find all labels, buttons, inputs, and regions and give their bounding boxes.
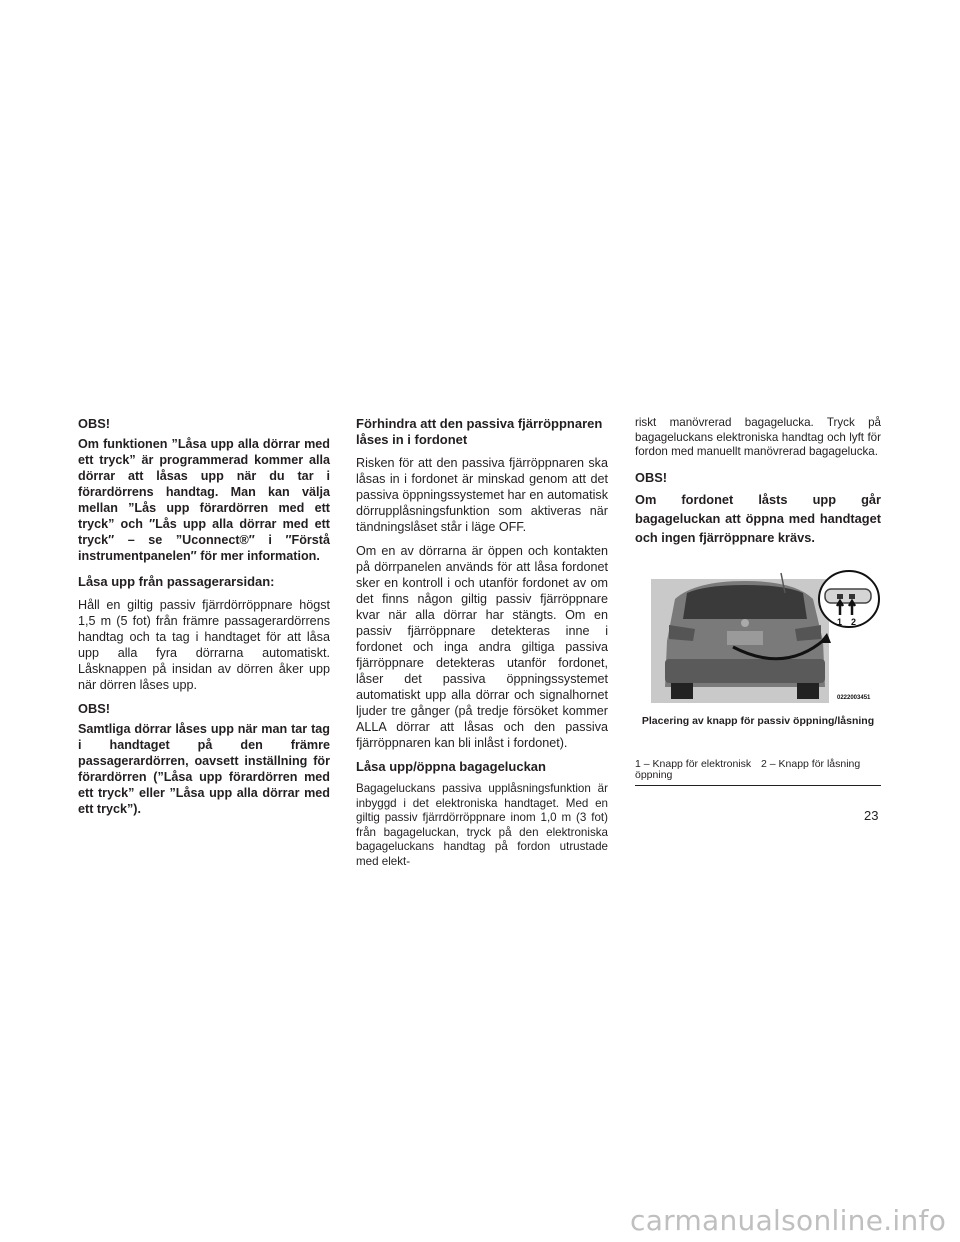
unlock-button-shape	[837, 594, 843, 599]
page-number: 23	[864, 808, 879, 823]
paragraph-passenger: Håll en giltig passiv fjärrdörröppnare högst 1,5 m (5 fot) från främre passagerardörrens handtag och ta tag i handtaget för att låsa upp alla fyra dörrarna automatiskt. Låsknappen på insidan av dörren åker upp när dörren låses upp.	[78, 598, 330, 692]
license-plate	[727, 631, 763, 645]
note-text: Om funktionen ”Låsa upp alla dörrar med ett tryck” är programmerad kommer alla dörrar att låsas upp när du tar i förardörrens handtag. Man kan välja mellan ”Lås upp förardörren med ett tryck” och ″Lås upp alla dörrar med ett tryck″ – se ”Uconnect®″ i ″Förstå instrumentpanelen″ för mer information.	[78, 437, 330, 563]
lock-button-shape	[849, 594, 855, 599]
vehicle-rear-illustration	[635, 559, 881, 709]
note-label: OBS!	[78, 701, 110, 716]
tire-left	[671, 683, 693, 699]
figure-legend	[635, 759, 881, 786]
emblem	[741, 619, 749, 627]
paragraph-continued: riskt manövrerad bagagelucka. Tryck på bagageluckans elektroniska handtag och lyft för fordon med manuellt manövrerad bagagelucka.	[635, 416, 881, 458]
right-column	[635, 416, 881, 786]
section-heading-prevent-lock-in: Förhindra att den passiva fjärröppnaren låses in i fordonet	[356, 416, 603, 447]
middle-column	[356, 416, 608, 877]
tire-right	[797, 683, 819, 699]
paragraph-liftgate: Bagageluckans passiva upplåsningsfunktion är inbyggd i det elektroniska handtaget. Med en giltig passiv fjärrdörröppnare inom 1,0 m (3 fot) från bagageluckan, tryck på den elektroniska bagageluckans handtag på fordon utrustade med elekt-	[356, 782, 608, 868]
paragraph-doors: Om en av dörrarna är öppen och kontakten på dörrpanelen används för att låsa fordonet sker en kontroll i och utanför fordonet av om det finns någon giltig passiv fjärröppnare kvar när alla dörrar har stängts. Om en passiv fjärröppnare detekteras inne i fordonet och inga andra giltiga passiva fjärröppnare detekteras utanför fordonet, låser det passiva öppningssystemet automatiskt upp alla dörrar och signalhornet ljuder tre gånger (på tredje försöket kommer ALLA dörrar att låsas och den passiva fjärröppnaren kan bli inlåst i fordonet).	[356, 544, 608, 750]
legend-item-2: 2 – Knapp för låsning	[761, 757, 861, 770]
section-heading-passenger: Låsa upp från passagerarsidan:	[78, 574, 275, 589]
image-code: 0222003451	[837, 694, 871, 701]
inset-label-1: 1	[837, 616, 843, 627]
figure-caption: Placering av knapp för passiv öppning/låsning	[641, 714, 875, 727]
rear-window	[683, 585, 807, 619]
note-label: OBS!	[78, 416, 110, 431]
handle-detail	[825, 589, 871, 603]
left-column	[78, 416, 330, 827]
rear-bumper	[665, 659, 825, 683]
legend-item-1: 1 – Knapp för elektronisk öppning	[635, 757, 752, 781]
watermark: carmanualsonline.info	[630, 1204, 947, 1237]
note-text: Samtliga dörrar låses upp när man tar tag i handtaget på den främre passagerardörren, oavsett inställning för förardörren (”Låsa upp förardörren med ett tryck” eller ”Låsa upp alla dörrar med ett tryck”).	[78, 722, 330, 816]
paragraph-risk: Risken för att den passiva fjärröppnaren ska låsas in i fordonet är minskad genom att det passiva öppningssystemet har en automatisk dörrupplåsningsfunktion som aktiveras när tändningslåset står i läge OFF.	[356, 456, 608, 534]
note-text: Om fordonet låsts upp går bagageluckan att öppna med handtaget och ingen fjärröppnare krävs.	[635, 491, 881, 545]
liftgate-figure	[635, 559, 881, 709]
section-heading-liftgate: Låsa upp/öppna bagageluckan	[356, 759, 546, 774]
note-label: OBS!	[635, 469, 667, 485]
inset-label-2: 2	[851, 616, 857, 627]
